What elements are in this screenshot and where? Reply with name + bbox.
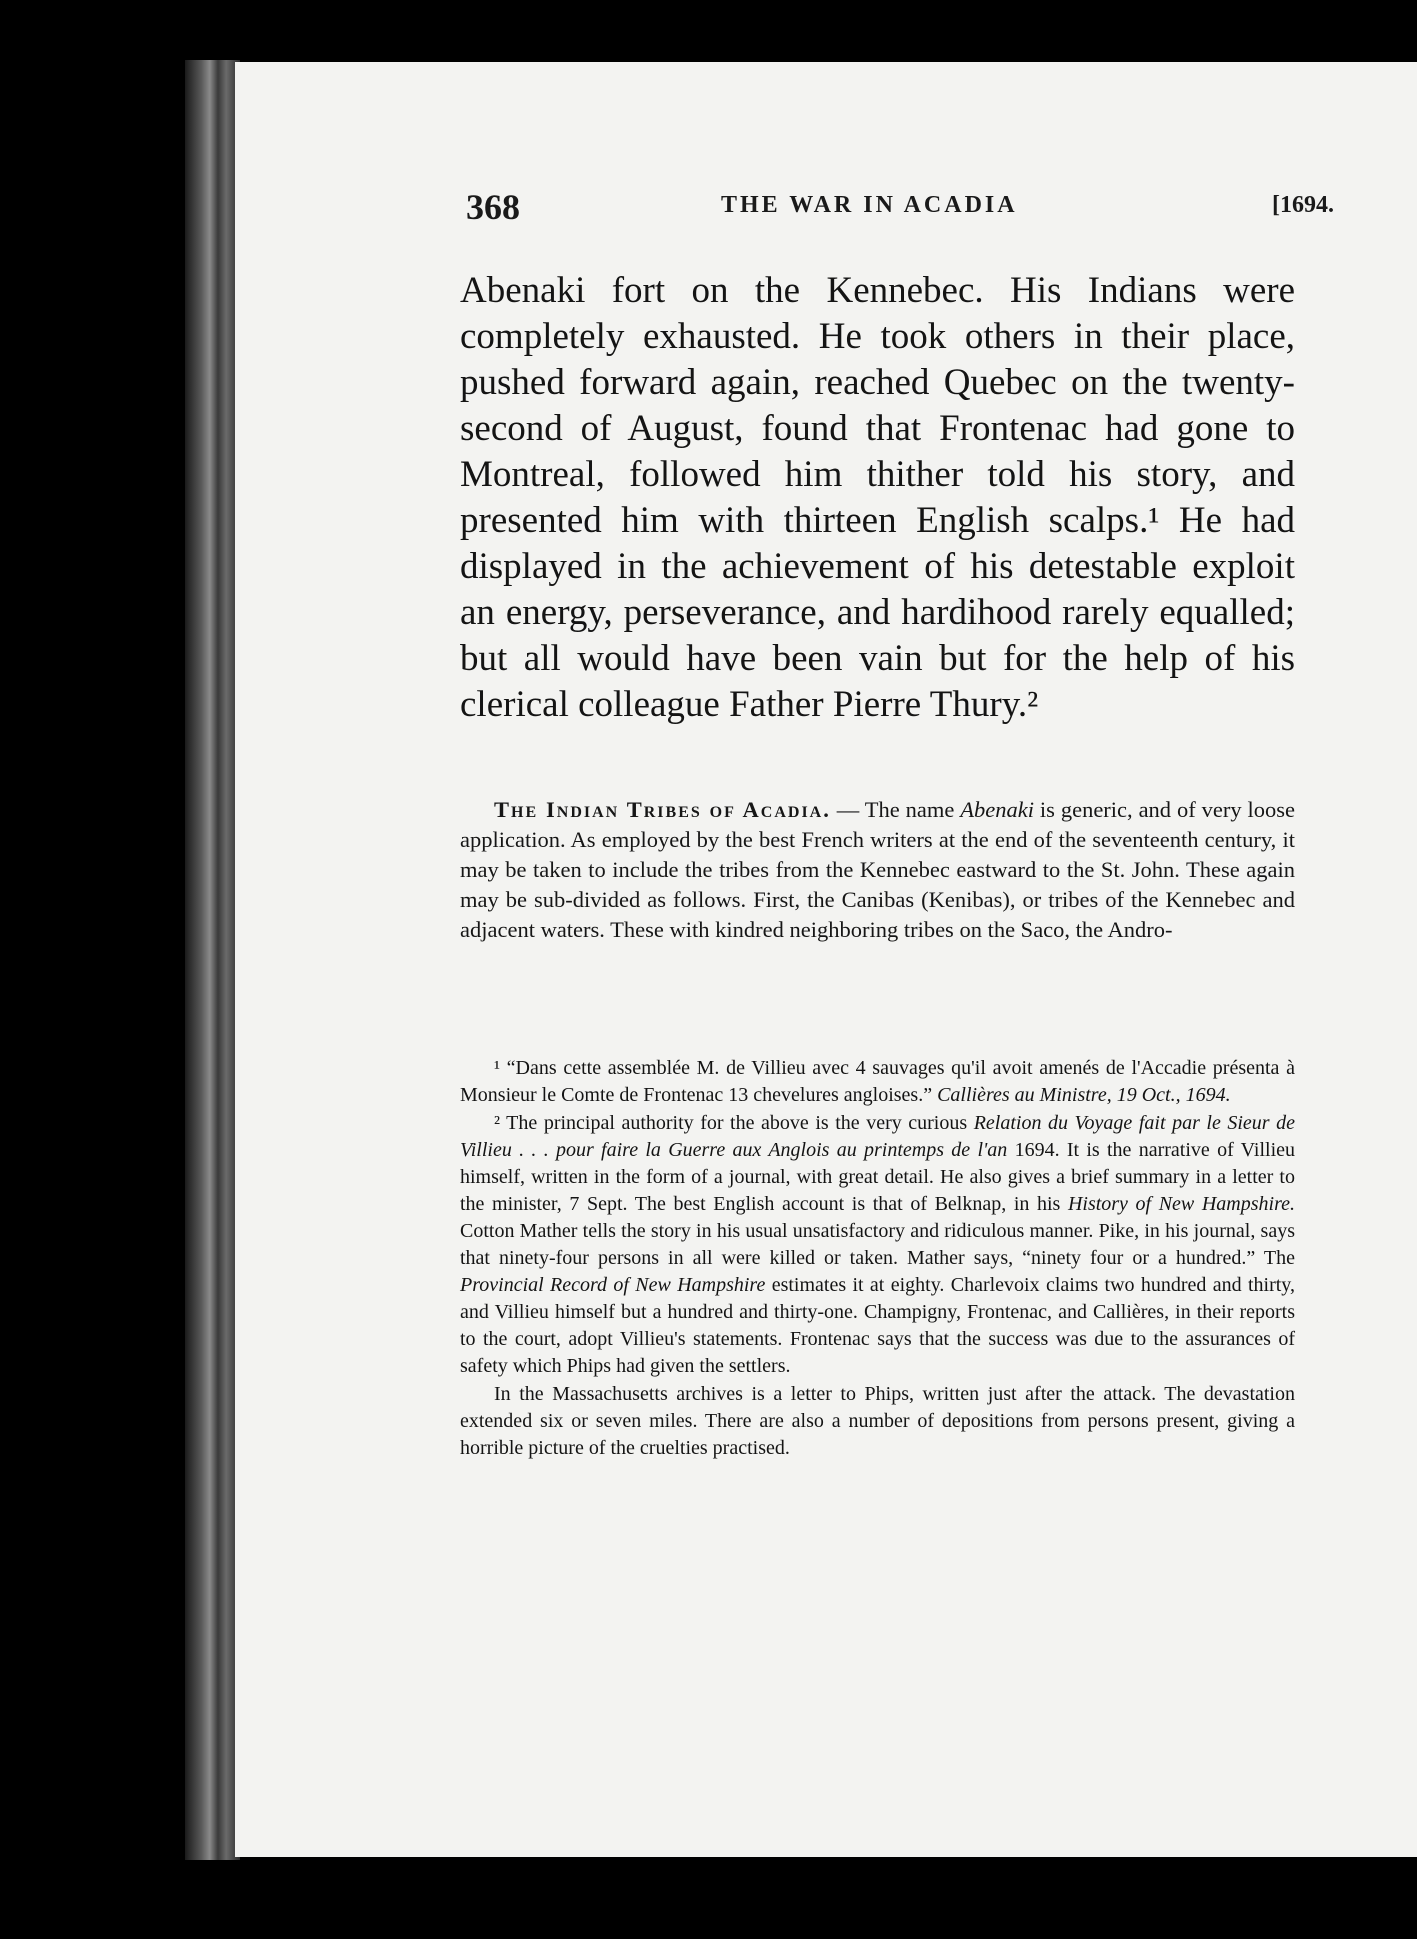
section-body-2: is generic, and of very loose application. As employed by the best French writers at the end of the seventeenth century, it may be taken to include the tribes from the Kennebec eastward to the St. John. These again may be sub-divided as follows. First, the Canibas (Kenibas), or tribes of the Kennebec and adjacent waters. These with kindred neighboring tribes on the Saco, the Andro-: [460, 797, 1295, 942]
footnote-2-d: estimates it at eighty. Charlevoix claims two hundred and thirty, and Villieu himself but a hundred and thirty-one. Champigny, Frontenac, and Callières, in their reports to the court, adopt Villieu's statements. Frontenac says that the success was due to the assurances of safety which Phips had given the settlers.: [460, 1274, 1295, 1377]
section-body-1: — The name: [830, 797, 961, 822]
footnote-1-citation: Callières au Ministre, 19 Oct., 1694.: [937, 1084, 1231, 1106]
page-number: 368: [466, 187, 520, 227]
section-italic-term: Abenaki: [960, 797, 1035, 822]
section-heading: The Indian Tribes of Acadia.: [494, 797, 831, 822]
footnote-2-italic-3: Provincial Record of New Hampshire: [460, 1274, 766, 1296]
running-title: THE WAR IN ACADIA: [721, 192, 1018, 218]
footnote-2-b: 1694. It is the narrative of Villieu himself, written in the form of a journal, with great detail. He also gives a brief summary in a letter to the minister, 7 Sept. The best English account is that of Belknap, in his: [460, 1139, 1295, 1215]
footnote-2-a: ² The principal authority for the above is the very curious: [494, 1112, 974, 1134]
footnotes: [460, 1055, 1295, 1463]
section-paragraph: [460, 795, 1295, 945]
footnote-2-italic-1: Relation du Voyage fait par le Sieur de Villieu . . . pour faire la Guerre aux Anglois au printemps de l'an: [460, 1112, 1296, 1161]
footnote-1-text: ¹ “Dans cette assemblée M. de Villieu avec 4 sauvages qu'il avoit amenés de l'Accadie présenta à Monsieur le Comte de Frontenac 13 chevelures angloises.”: [460, 1057, 1295, 1106]
footnote-2-paragraph-2: In the Massachusetts archives is a letter to Phips, written just after the attack. The devastation extended six or seven miles. There are also a number of depositions from persons present, giving a horrible picture of the cruelties practised.: [460, 1383, 1295, 1459]
footnote-2-c: Cotton Mather tells the story in his usual unsatisfactory and ridiculous manner. Pike, in his journal, says that ninety-four persons in all were killed or taken. Mather says, “ninety four or a hundred.” The: [460, 1220, 1295, 1269]
running-year: [1694.: [1272, 192, 1334, 218]
footnote-1: [460, 1055, 1295, 1109]
main-paragraph: Abenaki fort on the Kennebec. His Indians were completely exhausted. He took others in their place, pushed forward again, reached Quebec on the twenty-second of August, found that Frontenac had gone to Montreal, followed him thither told his story, and presented him with thirteen English scalps.¹ He had displayed in the achievement of his detestable exploit an energy, perseverance, and hardihood rarely equalled; but all would have been vain but for the help of his clerical colleague Father Pierre Thury.²: [460, 270, 1295, 725]
footnote-2-italic-2: History of New Hampshire.: [1067, 1193, 1295, 1215]
footnote-2: [460, 1110, 1295, 1380]
book-spine: [185, 60, 240, 1860]
